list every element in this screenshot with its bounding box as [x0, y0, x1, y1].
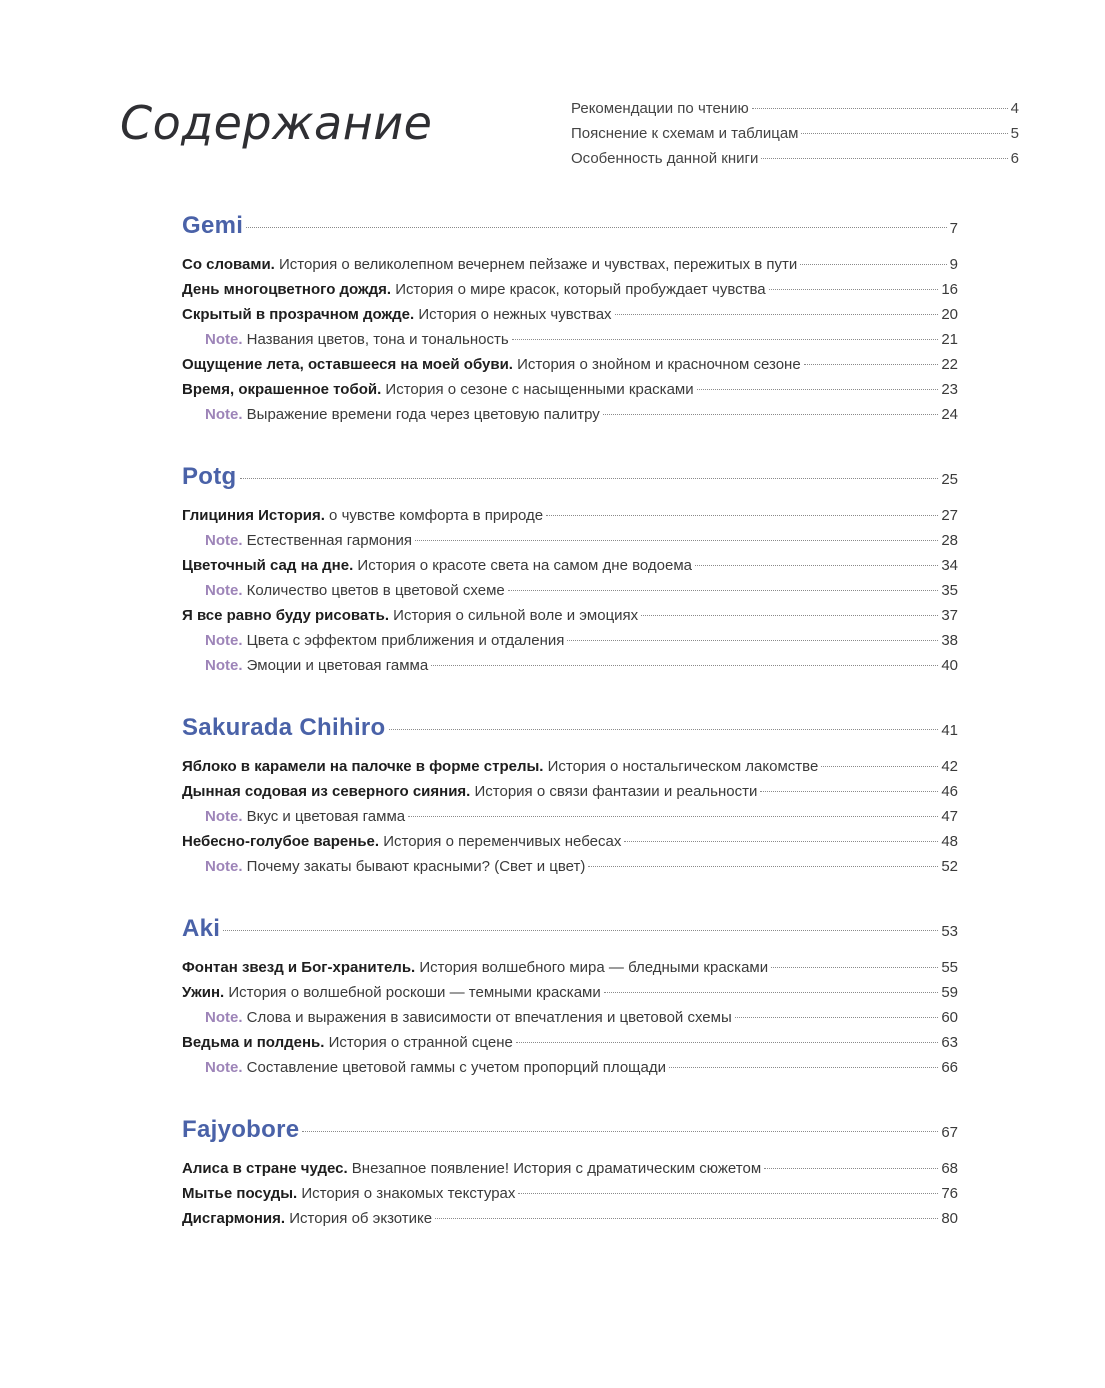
- note-label: Note.: [205, 1059, 243, 1076]
- page-number: 28: [941, 532, 958, 549]
- leader-dots: [567, 640, 938, 641]
- entry-description: о чувстве комфорта в природе: [324, 507, 544, 524]
- leader-dots: [223, 930, 938, 931]
- note-label: Note.: [205, 582, 243, 599]
- story-row[interactable]: [182, 754, 958, 779]
- page-number: 40: [941, 657, 958, 674]
- entry-description: Слова и выражения в зависимости от впечатления и цветовой схемы: [242, 1009, 732, 1026]
- page-number: 41: [941, 722, 958, 739]
- entry-description: Цвета с эффектом приближения и отдаления: [242, 632, 565, 649]
- story-row[interactable]: [182, 1206, 958, 1231]
- entry-text: [182, 553, 692, 578]
- entry-title: Цветочный сад на дне.: [182, 557, 354, 574]
- entry-text: [205, 402, 600, 427]
- page-number: 59: [941, 984, 958, 1001]
- leader-dots: [764, 1168, 938, 1169]
- intro-row[interactable]: [571, 121, 1019, 146]
- note-row[interactable]: [182, 804, 958, 829]
- leader-dots: [604, 992, 939, 993]
- page-number: 52: [941, 858, 958, 875]
- toc-section: [182, 212, 958, 427]
- entry-description: История о великолепном вечернем пейзаже и чувствах, пережитых в пути: [274, 256, 798, 273]
- leader-dots: [389, 729, 939, 730]
- note-row[interactable]: [182, 1005, 958, 1030]
- page-number: 68: [941, 1160, 958, 1177]
- leader-dots: [821, 766, 938, 767]
- entry-text: [205, 1055, 666, 1080]
- section-name: Fajyobore: [182, 1116, 300, 1143]
- entry-text: [182, 302, 612, 327]
- leader-dots: [769, 289, 939, 290]
- page-number: 4: [1010, 100, 1019, 117]
- leader-dots: [669, 1067, 938, 1068]
- note-row[interactable]: [182, 653, 958, 678]
- entry-description: История о связи фантазии и реальности: [470, 783, 758, 800]
- section-heading[interactable]: [182, 463, 958, 491]
- entry-text: [182, 252, 797, 277]
- entry-text: [182, 829, 621, 854]
- leader-dots: [771, 967, 938, 968]
- note-label: Note.: [205, 331, 243, 348]
- entry-text: [182, 1206, 432, 1231]
- entry-text: [205, 628, 564, 653]
- entry-description: История о знакомых текстурах: [297, 1185, 516, 1202]
- entry-title: День многоцветного дождя.: [182, 281, 392, 298]
- page-number: 76: [941, 1185, 958, 1202]
- entry-title: Я все равно буду рисовать.: [182, 607, 390, 624]
- entry-title: Яблоко в карамели на палочке в форме стрелы.: [182, 758, 544, 775]
- note-row[interactable]: [182, 628, 958, 653]
- section-heading[interactable]: [182, 714, 958, 742]
- entry-title: Дисгармония.: [182, 1210, 286, 1227]
- leader-dots: [752, 108, 1008, 109]
- story-row[interactable]: [182, 829, 958, 854]
- toc-section: [182, 463, 958, 678]
- entry-text: [182, 1156, 761, 1181]
- entry-description: Вкус и цветовая гамма: [242, 808, 406, 825]
- entry-title: Алиса в стране чудес.: [182, 1160, 348, 1177]
- story-row[interactable]: [182, 955, 958, 980]
- entry-title: Мытье посуды.: [182, 1185, 298, 1202]
- page-number: 9: [949, 256, 958, 273]
- page-number: 27: [941, 507, 958, 524]
- entry-text: [205, 1005, 732, 1030]
- leader-dots: [801, 133, 1007, 134]
- entry-description: Естественная гармония: [242, 532, 413, 549]
- entry-title: Со словами.: [182, 256, 275, 273]
- note-label: Note.: [205, 632, 243, 649]
- story-row[interactable]: [182, 252, 958, 277]
- entry-text: [205, 854, 585, 879]
- leader-dots: [603, 414, 939, 415]
- entry-description: История о переменчивых небесах: [379, 833, 622, 850]
- story-row[interactable]: [182, 277, 958, 302]
- leader-dots: [615, 314, 939, 315]
- entry-title: Ведьма и полдень.: [182, 1034, 325, 1051]
- entry-description: Названия цветов, тона и тональность: [242, 331, 509, 348]
- entry-description: История о нежных чувствах: [414, 306, 612, 323]
- leader-dots: [624, 841, 938, 842]
- entry-description: Выражение времени года через цветовую палитру: [242, 406, 600, 423]
- toc-sections: [182, 212, 958, 1267]
- note-label: Note.: [205, 1009, 243, 1026]
- entry-description: Почему закаты бывают красными? (Свет и цвет): [242, 858, 586, 875]
- entry-text: [205, 578, 505, 603]
- entry-description: История о странной сцене: [324, 1034, 513, 1051]
- story-row[interactable]: [182, 302, 958, 327]
- story-row[interactable]: [182, 377, 958, 402]
- leader-dots: [240, 478, 939, 479]
- story-row[interactable]: [182, 980, 958, 1005]
- page-number: 48: [941, 833, 958, 850]
- intro-list: [571, 96, 1019, 171]
- page-number: 34: [941, 557, 958, 574]
- entry-title: Глициния История.: [182, 507, 325, 524]
- toc-section: [182, 915, 958, 1080]
- leader-dots: [516, 1042, 938, 1043]
- page-number: 7: [949, 220, 958, 237]
- entry-description: Эмоции и цветовая гамма: [242, 657, 429, 674]
- page-number: 23: [941, 381, 958, 398]
- story-row[interactable]: [182, 1030, 958, 1055]
- leader-dots: [512, 339, 939, 340]
- section-heading[interactable]: [182, 915, 958, 943]
- entry-title: Время, окрашенное тобой.: [182, 381, 382, 398]
- page-number: 67: [941, 1124, 958, 1141]
- page-number: 55: [941, 959, 958, 976]
- leader-dots: [415, 540, 938, 541]
- entry-description: История о мире красок, который пробуждает чувства: [391, 281, 766, 298]
- entry-text: [182, 754, 818, 779]
- intro-title: Рекомендации по чтению: [571, 100, 749, 117]
- entry-text: [182, 1030, 513, 1055]
- page-number: 6: [1010, 150, 1019, 167]
- page-number: 66: [941, 1059, 958, 1076]
- page-number: 80: [941, 1210, 958, 1227]
- entry-description: История о сильной воле и эмоциях: [389, 607, 639, 624]
- note-label: Note.: [205, 808, 243, 825]
- leader-dots: [761, 158, 1007, 159]
- page-number: 47: [941, 808, 958, 825]
- intro-title: Пояснение к схемам и таблицам: [571, 125, 799, 142]
- section-name: Sakurada Chihiro: [182, 714, 386, 741]
- leader-dots: [760, 791, 938, 792]
- entry-title: Небесно-голубое варенье.: [182, 833, 380, 850]
- page-number: 20: [941, 306, 958, 323]
- story-row[interactable]: [182, 553, 958, 578]
- page-number: 37: [941, 607, 958, 624]
- note-label: Note.: [205, 406, 243, 423]
- page-number: 63: [941, 1034, 958, 1051]
- note-row[interactable]: [182, 578, 958, 603]
- entry-description: История волшебного мира — бледными красками: [415, 959, 769, 976]
- entry-text: [182, 955, 768, 980]
- leader-dots: [518, 1193, 938, 1194]
- entry-text: [182, 980, 601, 1005]
- story-row[interactable]: [182, 1156, 958, 1181]
- page-number: 22: [941, 356, 958, 373]
- note-row[interactable]: [182, 1055, 958, 1080]
- leader-dots: [302, 1131, 938, 1132]
- page-number: 46: [941, 783, 958, 800]
- page-number: 53: [941, 923, 958, 940]
- page-number: 25: [941, 471, 958, 488]
- entry-description: Внезапное появление! История с драматическим сюжетом: [347, 1160, 762, 1177]
- entry-description: История о ностальгическом лакомстве: [543, 758, 819, 775]
- leader-dots: [804, 364, 939, 365]
- entry-title: Дынная содовая из северного сияния.: [182, 783, 471, 800]
- entry-text: [205, 327, 509, 352]
- leader-dots: [697, 389, 939, 390]
- leader-dots: [431, 665, 938, 666]
- story-row[interactable]: [182, 1181, 958, 1206]
- toc-section: [182, 1116, 958, 1231]
- page-number: 42: [941, 758, 958, 775]
- entry-title: Скрытый в прозрачном дожде.: [182, 306, 415, 323]
- entry-title: Ужин.: [182, 984, 225, 1001]
- entry-text: [182, 277, 766, 302]
- leader-dots: [800, 264, 946, 265]
- entry-text: [182, 352, 801, 377]
- leader-dots: [435, 1218, 938, 1219]
- leader-dots: [695, 565, 938, 566]
- entry-text: [182, 603, 638, 628]
- entry-title: Ощущение лета, оставшееся на моей обуви.: [182, 356, 513, 373]
- entry-text: [182, 779, 757, 804]
- section-heading[interactable]: [182, 212, 958, 240]
- entry-description: Составление цветовой гаммы с учетом пропорций площади: [242, 1059, 666, 1076]
- intro-row[interactable]: [571, 96, 1019, 121]
- page-number: 24: [941, 406, 958, 423]
- note-label: Note.: [205, 657, 243, 674]
- leader-dots: [508, 590, 939, 591]
- entry-text: [182, 377, 694, 402]
- entry-title: Фонтан звезд и Бог-хранитель.: [182, 959, 416, 976]
- story-row[interactable]: [182, 603, 958, 628]
- intro-title: Особенность данной книги: [571, 150, 759, 167]
- leader-dots: [735, 1017, 939, 1018]
- entry-description: Количество цветов в цветовой схеме: [242, 582, 505, 599]
- page-number: 35: [941, 582, 958, 599]
- page-number: 21: [941, 331, 958, 348]
- page-number: 60: [941, 1009, 958, 1026]
- note-label: Note.: [205, 532, 243, 549]
- entry-text: [182, 1181, 515, 1206]
- entry-description: История о сезоне с насыщенными красками: [381, 381, 694, 398]
- toc-section: [182, 714, 958, 879]
- note-row[interactable]: [182, 854, 958, 879]
- story-row[interactable]: [182, 352, 958, 377]
- section-name: Gemi: [182, 212, 244, 239]
- leader-dots: [408, 816, 938, 817]
- entry-description: История о знойном и красночном сезоне: [512, 356, 801, 373]
- story-row[interactable]: [182, 503, 958, 528]
- section-heading[interactable]: [182, 1116, 958, 1144]
- note-row[interactable]: [182, 402, 958, 427]
- entry-text: [205, 653, 428, 678]
- section-name: Aki: [182, 915, 221, 942]
- leader-dots: [641, 615, 938, 616]
- story-row[interactable]: [182, 779, 958, 804]
- page-number: 38: [941, 632, 958, 649]
- note-row[interactable]: [182, 327, 958, 352]
- leader-dots: [588, 866, 938, 867]
- note-label: Note.: [205, 858, 243, 875]
- leader-dots: [246, 227, 946, 228]
- entry-description: История о красоте света на самом дне водоема: [353, 557, 692, 574]
- entry-text: [205, 528, 412, 553]
- entry-description: История об экзотике: [285, 1210, 433, 1227]
- entry-description: История о волшебной роскоши — темными красками: [224, 984, 601, 1001]
- entry-text: [182, 503, 543, 528]
- intro-row[interactable]: [571, 146, 1019, 171]
- entry-text: [205, 804, 405, 829]
- leader-dots: [546, 515, 938, 516]
- page-title: Содержание: [120, 96, 433, 150]
- section-name: Potg: [182, 463, 237, 490]
- page-number: 5: [1010, 125, 1019, 142]
- note-row[interactable]: [182, 528, 958, 553]
- page-number: 16: [941, 281, 958, 298]
